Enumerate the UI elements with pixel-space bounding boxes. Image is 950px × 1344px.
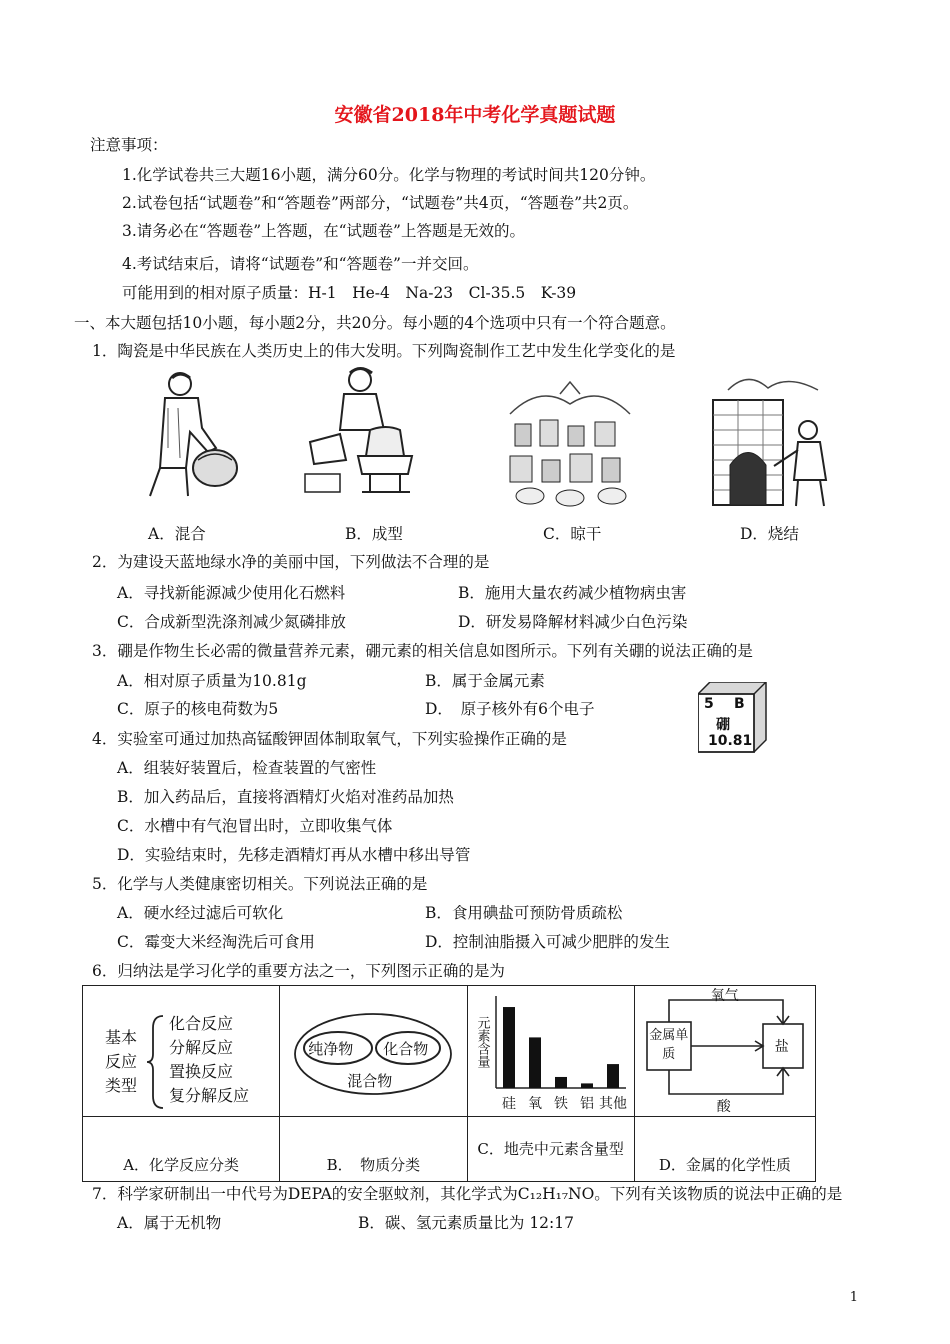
- option-c[interactable]: C．晾干: [543, 525, 602, 543]
- page-number: 1: [849, 1290, 858, 1305]
- notice-heading: 注意事项：: [90, 136, 168, 154]
- question-stem: 5．化学与人类健康密切相关。下列说法正确的是: [92, 875, 428, 893]
- x-tick-label: 铁: [553, 1096, 568, 1112]
- notice-item: 2.试卷包括“试题卷”和“答题卷”两部分，“试题卷”共4页，“答题卷”共2页。: [122, 194, 639, 212]
- crust-element-chart: [467, 986, 634, 1117]
- reaction-type: 化合反应: [169, 1014, 234, 1033]
- option-c[interactable]: C．合成新型洗涤剂减少氮磷排放: [117, 613, 346, 631]
- reaction-type: 置换反应: [169, 1062, 234, 1081]
- option-c[interactable]: C．水槽中有气泡冒出时，立即收集气体: [117, 817, 393, 835]
- pure-substance-label: 纯净物: [308, 1040, 354, 1058]
- notice-item: 3.请务必在“答题卷”上答题，在“试题卷”上答题是无效的。: [122, 222, 525, 240]
- firing-illustration: [708, 370, 838, 510]
- option-a[interactable]: A．硬水经过滤后可软化: [117, 904, 284, 922]
- acid-label: 酸: [716, 1099, 731, 1115]
- question-stem: 2．为建设天蓝地绿水净的美丽中国，下列做法不合理的是: [92, 553, 490, 571]
- section-heading: 一、本大题包括10小题，每小题2分，共20分。每小题的4个选项中只有一个符合题意。: [74, 314, 676, 332]
- shaping-illustration: [300, 364, 430, 499]
- question-stem: 3．硼是作物生长必需的微量营养元素，硼元素的相关信息如图所示。下列有关硼的说法正确的是: [92, 642, 753, 660]
- diagram-left-label: 基本: [105, 1028, 138, 1047]
- drying-illustration: [500, 374, 640, 509]
- diagram-left-label: 反应: [105, 1052, 138, 1071]
- option-b[interactable]: B． 物质分类: [280, 1117, 467, 1182]
- y-axis-label: 元素含量: [474, 1016, 490, 1068]
- x-tick-label: 硅: [501, 1096, 516, 1112]
- x-tick-label: 其他: [598, 1096, 627, 1112]
- option-d[interactable]: D．实验结束时，先移走酒精灯再从水槽中移出导管: [117, 846, 471, 864]
- bar-chart: [468, 986, 634, 1116]
- salt-label: 盐: [774, 1039, 789, 1055]
- oxygen-label: 氧气: [710, 988, 739, 1004]
- option-c[interactable]: C．霉变大米经淘洗后可食用: [117, 933, 315, 951]
- reaction-types-diagram: [83, 986, 280, 1117]
- question-stem: 1．陶瓷是中华民族在人类历史上的伟大发明。下列陶瓷制作工艺中发生化学变化的是: [92, 342, 676, 360]
- option-d[interactable]: D．金属的化学性质: [634, 1117, 815, 1182]
- mixture-label: 混合物: [347, 1072, 393, 1090]
- bar: [607, 1064, 619, 1088]
- option-a[interactable]: A．组装好装置后，检查装置的气密性: [117, 759, 377, 777]
- reaction-type: 复分解反应: [169, 1086, 250, 1105]
- compound-label: 化合物: [383, 1040, 429, 1058]
- atomic-mass-line: 可能用到的相对原子质量：H-1 He-4 Na-23 Cl-35.5 K-39: [122, 284, 577, 302]
- question-stem: 7．科学家研制出一中代号为DEPA的安全驱蚊剂，其化学式为C₁₂H₁₇NO。下列有关该物质的说法中正确的是: [92, 1185, 843, 1203]
- question-stem: 6．归纳法是学习化学的重要方法之一，下列图示正确的是为: [92, 962, 505, 980]
- option-a[interactable]: A．属于无机物: [117, 1214, 222, 1232]
- bar: [529, 1037, 541, 1088]
- option-b[interactable]: B．食用碘盐可预防骨质疏松: [425, 904, 623, 922]
- option-b[interactable]: B．属于金属元素: [425, 672, 545, 690]
- notice-item: 4.考试结束后，请将“试题卷”和“答题卷”一并交回。: [122, 255, 479, 273]
- diagram-left-label: 类型: [105, 1076, 138, 1095]
- atomic-number: 5: [704, 696, 714, 712]
- option-d[interactable]: D．研发易降解材料减少白色污染: [458, 613, 688, 631]
- bar: [555, 1077, 567, 1088]
- option-b[interactable]: B．施用大量农药减少植物病虫害: [458, 584, 687, 602]
- option-b[interactable]: B．加入药品后，直接将酒精灯火焰对准药品加热: [117, 788, 454, 806]
- element-symbol: B: [734, 696, 745, 712]
- option-d[interactable]: D． 原子核外有6个电子: [425, 700, 595, 718]
- page-title: 安徽省2018年中考化学真题试题: [334, 104, 616, 126]
- metal-properties-diagram: [634, 986, 815, 1117]
- bar: [503, 1007, 515, 1088]
- metal-label: 金属单质: [649, 1028, 689, 1062]
- induction-diagrams-table: [82, 985, 816, 1182]
- option-d[interactable]: D．烧结: [740, 525, 799, 543]
- mixing-illustration: [120, 368, 250, 498]
- substance-classification-diagram: [280, 986, 467, 1117]
- bar: [581, 1083, 593, 1088]
- option-a[interactable]: A．混合: [148, 525, 206, 543]
- reaction-type: 分解反应: [169, 1038, 234, 1057]
- x-tick-label: 铝: [579, 1096, 594, 1112]
- option-c[interactable]: C．地壳中元素含量型: [467, 1117, 634, 1182]
- option-d[interactable]: D．控制油脂摄入可减少肥胖的发生: [425, 933, 670, 951]
- element-name: 硼: [716, 717, 730, 733]
- option-b[interactable]: B．碳、氢元素质量比为 12:17: [358, 1214, 574, 1232]
- option-b[interactable]: B．成型: [345, 525, 403, 543]
- question-stem: 4．实验室可通过加热高锰酸钾固体制取氧气，下列实验操作正确的是: [92, 730, 567, 748]
- option-c[interactable]: C．原子的核电荷数为5: [117, 700, 279, 718]
- option-a[interactable]: A．化学反应分类: [83, 1117, 280, 1182]
- atomic-mass: 10.81: [708, 733, 753, 749]
- option-a[interactable]: A．相对原子质量为10.81g: [117, 672, 307, 690]
- x-tick-label: 氧: [527, 1096, 542, 1112]
- notice-item: 1.化学试卷共三大题16小题，满分60分。化学与物理的考试时间共120分钟。: [122, 166, 656, 184]
- option-a[interactable]: A．寻找新能源减少使用化石燃料: [117, 584, 346, 602]
